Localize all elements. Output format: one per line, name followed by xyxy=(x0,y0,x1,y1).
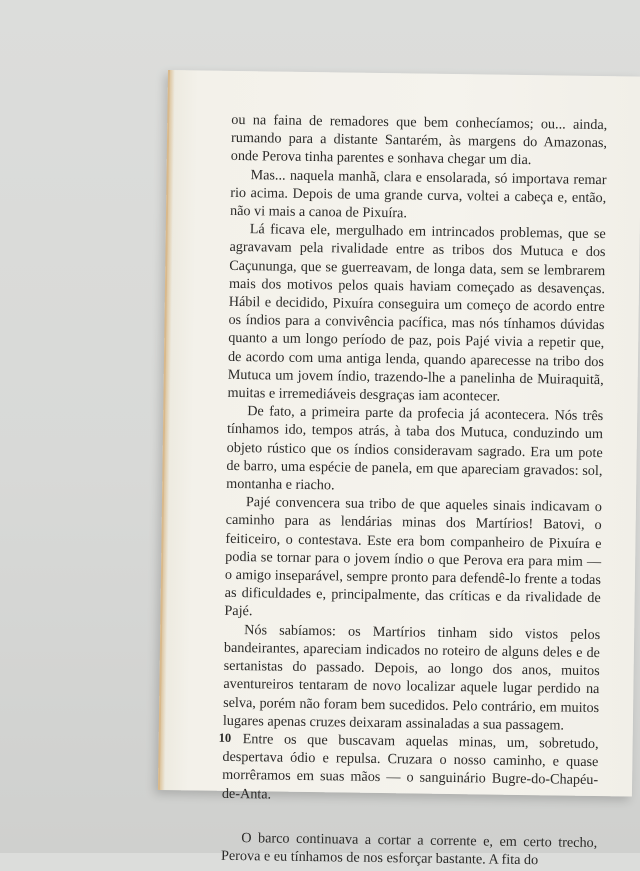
paragraph-4: De fato, a primeira parte da profecia já acontecera. Nós três tínhamos ido, tempos atrás, à taba dos Mutuca, conduzindo um objeto rústico que os índios consideravam sagrado. Era um pote de barro, uma espécie de panela, em que apareciam gravados: sol, montanha e riacho. xyxy=(226,403,604,494)
paragraph-8: O barco continuava a cortar a corrente e, em certo trecho, Perova e eu tínhamos de nos esforçar bastante. A fita do xyxy=(220,829,598,869)
book-page xyxy=(158,70,640,869)
paragraph-7: Entre os que buscavam aquelas minas, um, sobretudo, despertava ódio e repulsa. Cruzara o nosso caminho, e quase morrêramos em suas mãos — o sanguinário Bugre-do-Chapéu-de-Anta. xyxy=(221,731,599,803)
paragraph-5: Pajé convencera sua tribo de que aqueles sinais indicavam o caminho para as lendárias minas dos Martírios! Batovi, o feiticeiro, o contestava. Este era bom companheiro de Pixuíra e podia se tornar para o jovem índio o que Perova era para mim — o amigo inseparável, sempre pronto para defendê-lo frente a todas as dificuldades e, principalmente, das críticas e da rivalidade de Pajé. xyxy=(224,494,603,620)
paragraph-6: Nós sabíamos: os Martírios tinham sido vistos pelos bandeirantes, apareciam indicados no roteiro de alguns deles e de sertanistas do passado. Depois, ao longo dos anos, muitos aventureiros tentaram de novo localizar aquele lugar perdido na selva, porém não foram bem sucedidos. Pelo contrário, em muitos lugares apenas cruzes deixaram assinaladas a sua passagem. xyxy=(222,621,601,734)
paragraph-1: ou na faina de remadores que bem conhecíamos; ou... ainda, rumando para a distante Santarém, às margens do Amazonas, onde Perova tinha parentes e sonhava chegar um dia. xyxy=(230,111,608,169)
paragraph-3: Lá ficava ele, mergulhado em intrincados problemas, que se agravavam pela rivalidade entre as tribos dos Mutuca e dos Caçununga, que se guerreavam, de longa data, sem se lembrarem mais dos motivos pelos quais haviam começado as desavenças. Hábil e decidido, Pixuíra conseguira um começo de acordo entre os índios para a convivência pacífica, mas nós tínhamos dúvidas quanto a um longo período de paz, pois Pajé vivia a repetir que, de acordo com uma antiga lenda, quando aparecesse na tribo dos Mutuca um jovem índio, trazendo-lhe a panelinha de Muiraquitã, muitas e irremediáveis desgraças iam acontecer. xyxy=(227,221,606,405)
body-text xyxy=(218,111,608,870)
paragraph-2: Mas... naquela manhã, clara e ensolarada, só importava remar rio acima. Depois de uma grande curva, voltei a cabeça e, então, não vi mais a canoa de Pixuíra. xyxy=(229,166,607,222)
page-number: 10 xyxy=(218,730,232,745)
